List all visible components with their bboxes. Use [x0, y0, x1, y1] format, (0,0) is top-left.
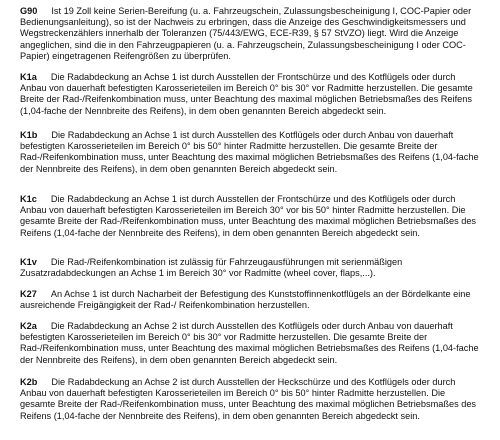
entry-code: K1v [20, 257, 37, 267]
entry-text: Die Radabdeckung an Achse 2 ist durch Ausstellen der Heckschürze und des Kotflügels oder durch Anbau von dauerhaft befestigten Karosserieteilen im Bereich 0° bis 50° hinter Radmitte herzustellen. Die gesamte Breite der Rad-/Reifenkombination muss, unter Beachtung des maximal möglichen Betriebsmaßes des Reifens (1,04-fache der Nennbreite des Reifens), in dem oben genannten Bereich abgedeckt sein. [20, 377, 477, 421]
entry-text: Die Radabdeckung an Achse 1 ist durch Ausstellen des Kotflügels oder durch Anbau von dauerhaft befestigten Karosserieteilen im Bereich 0° bis 50° hinter Radmitte herzustellen. Die gesamte Breite der Rad-/Reifenkombination muss, unter Beachtung des maximal möglichen Betriebsmaßes des Reifens (1,04-fache der Nennbreite des Reifens), in dem oben genannten Bereich abgedeckt sein. [20, 130, 479, 174]
entry-code: K1b [20, 130, 38, 140]
entry-k2b [20, 377, 482, 422]
entry-text: Die Radabdeckung an Achse 1 ist durch Ausstellen der Frontschürze und des Kotflügels oder durch Anbau von dauerhaft befestigten Karosserieteilen im Bereich 0° bis 30° vor Radmitte herzustellen. Die gesamte Breite der Rad-/Reifenkombination muss, unter Beachtung des maximal möglichen Betriebsmaßes des Reifens (1,04-fache der Nennbreite des Reifens), in dem oben genannten Bereich abgedeckt sein. [20, 72, 473, 116]
entry-k27 [20, 289, 482, 311]
entry-text: Ist 19 Zoll keine Serien-Bereifung (u. a. Fahrzeugschein, Zulassungsbescheinigung I, COC-Papier oder Bedienungsanleitung), so ist der Nachweis zu erbringen, dass die Anzeige des Geschwindigkeitsmessers und Wegstreckenzählers innerhalb der Toleranzen (75/443/EWG, ECE-R39, § 57 StVZO) liegt. Wird die Anzeige angeglichen, sind die in den Fahrzeugpapieren (u. a. Fahrzeugschein, Zulassungsbescheinigung I oder COC-Papier) eingetragenen Reifengrößen zu überprüfen. [20, 6, 472, 61]
entry-k2a [20, 321, 482, 366]
entry-code: K2b [20, 377, 38, 387]
entry-code: K1c [20, 194, 37, 204]
entry-code: G90 [20, 6, 38, 16]
entry-text: Die Radabdeckung an Achse 1 ist durch Ausstellen der Frontschürze und des Kotflügels oder durch Anbau von dauerhaft befestigten Karosserieteilen im Bereich 30° vor bis 50° hinter Radmitte herzustellen. Die gesamte Breite der Rad-/Reifenkombination muss, unter Beachtung des maximal möglichen Betriebsmaßes des Reifens (1,04-fache der Nennbreite des Reifens), in dem oben genannten Bereich abgedeckt sein. [20, 194, 477, 238]
entry-code: K2a [20, 321, 37, 331]
entry-k1v [20, 257, 482, 279]
entry-code: K1a [20, 72, 37, 82]
entry-text: Die Rad-/Reifenkombination ist zulässig für Fahrzeugausführungen mit serienmäßigen Zusatzradabdeckungen an Achse 1 im Bereich 30° vor Radmitte (wheel cover, flaps,...). [20, 257, 403, 279]
entry-text: An Achse 1 ist durch Nacharbeit der Befestigung des Kunststoffinnenkotflügels an der Bördelkante eine ausreichende Freigängigkeit der Rad-/ Reifenkombination herzustellen. [20, 289, 471, 311]
entry-k1a [20, 72, 482, 117]
entry-k1c [20, 194, 482, 239]
entry-g90 [20, 6, 482, 62]
entry-k1b [20, 130, 482, 175]
entry-text: Die Radabdeckung an Achse 2 ist durch Ausstellen des Kotflügels oder durch Anbau von dauerhaft befestigten Karosserieteilen im Bereich 0° bis 30° vor Radmitte herzustellen. Die gesamte Breite der Rad-/Reifenkombination muss, unter Beachtung des maximal möglichen Betriebsmaßes des Reifens (1,04-fache der Nennbreite des Reifens), in dem oben genannten Bereich abgedeckt sein. [20, 321, 479, 365]
entry-code: K27 [20, 289, 37, 299]
